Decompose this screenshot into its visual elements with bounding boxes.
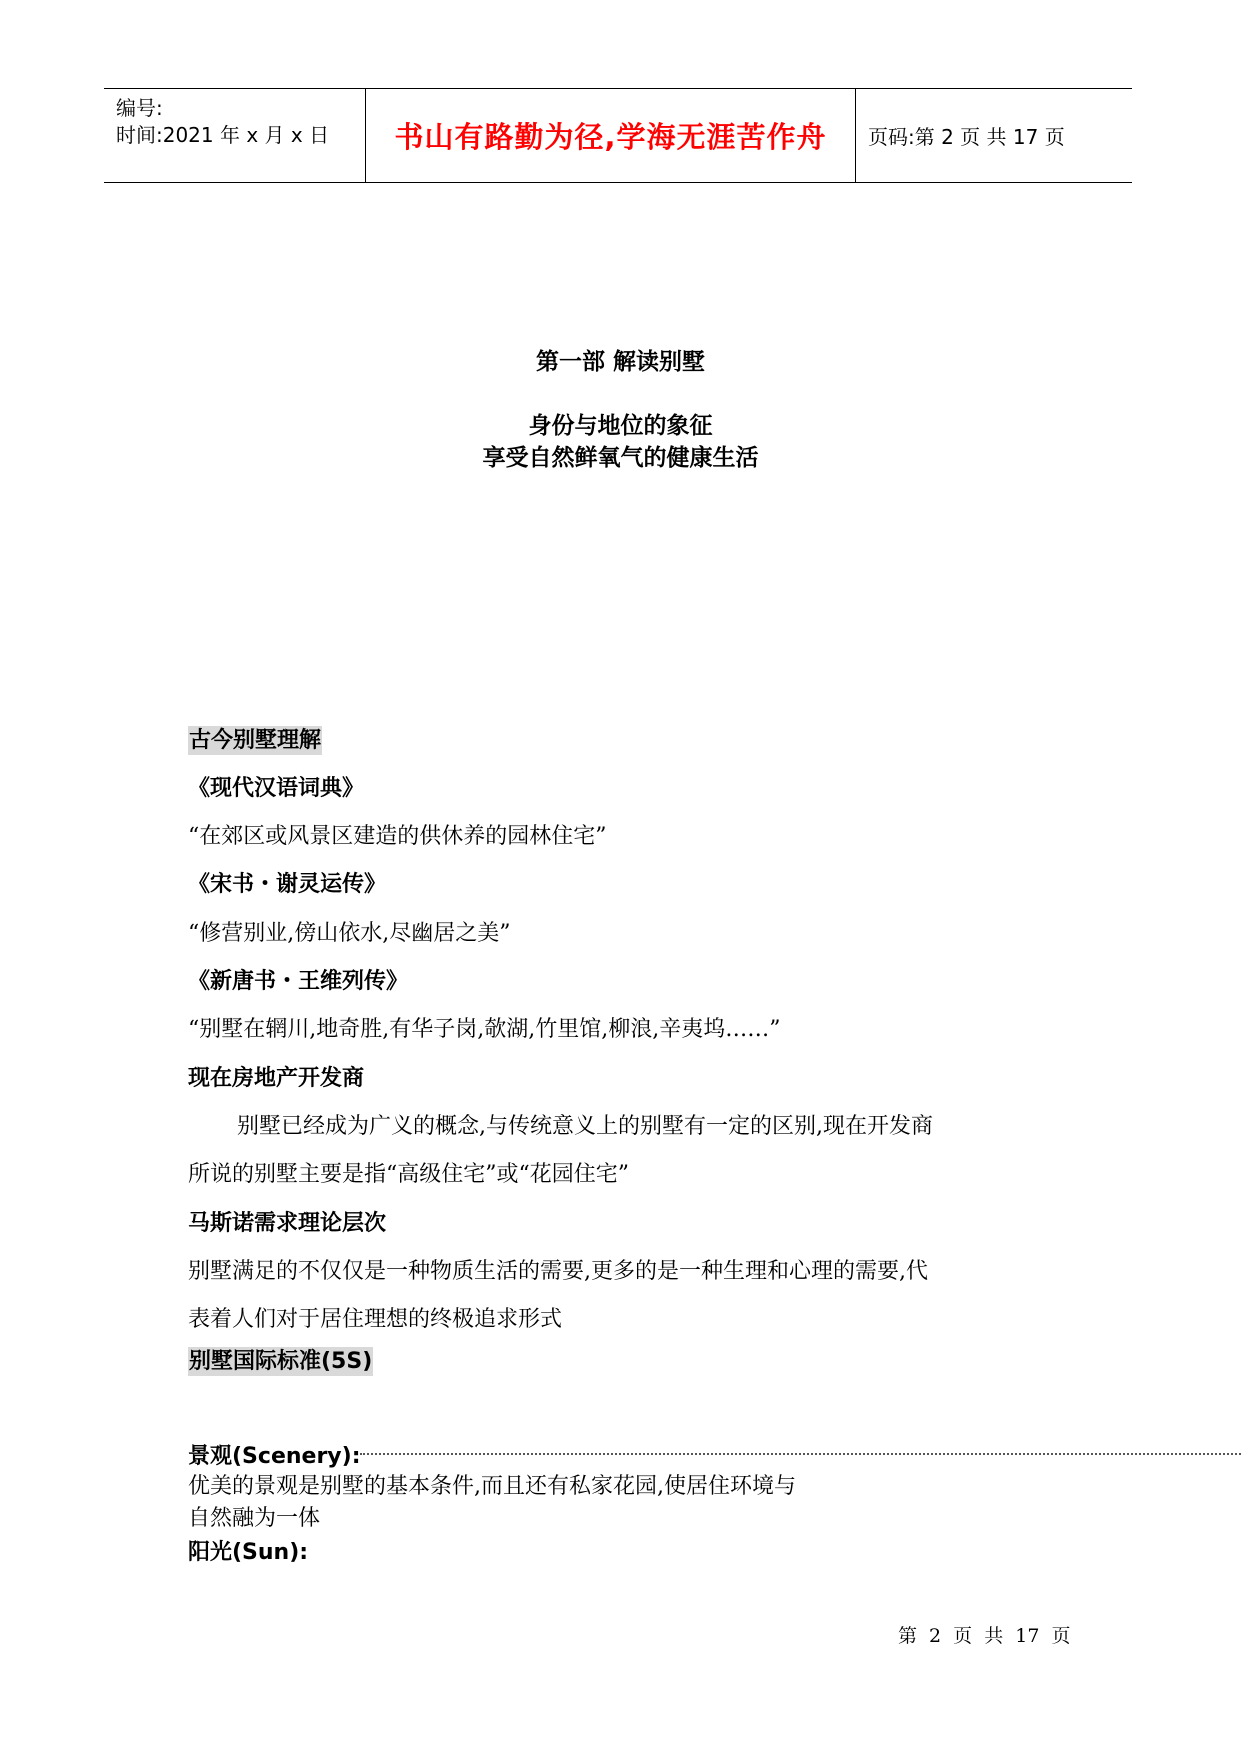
maslow-paragraph-line-1: 别墅满足的不仅仅是一种物质生活的需要,更多的是一种生理和心理的需要,代 <box>188 1259 928 1284</box>
section-heading-history: 古今别墅理解 <box>189 728 322 753</box>
source-quote-dictionary: “在郊区或风景区建造的供休养的园林住宅” <box>188 824 607 849</box>
subtitle-1: 身份与地位的象征 <box>528 413 713 439</box>
header-page-cell <box>856 89 1132 182</box>
header-motto-cell <box>366 89 856 182</box>
developer-paragraph-line-2: 所说的别墅主要是指“高级住宅”或“花园住宅” <box>188 1162 629 1187</box>
source-title-xintangshu: 《新唐书・王维列传》 <box>188 969 409 994</box>
standard-title-sun: 阳光(Sun): <box>188 1540 309 1565</box>
section-heading-developer: 现在房地产开发商 <box>188 1066 365 1091</box>
source-title-dictionary: 《现代汉语词典》 <box>188 776 365 801</box>
subtitle-2: 享受自然鲜氧气的健康生活 <box>482 445 759 471</box>
maslow-paragraph-line-2: 表着人们对于居住理想的终极追求形式 <box>188 1307 563 1332</box>
time-label: 时间:2021 年 x 月 x 日 <box>116 123 330 147</box>
header-info-cell <box>104 89 366 182</box>
scenery-line-2: 自然融为一体 <box>188 1506 321 1531</box>
motto-text: 书山有路勤为径,学海无涯苦作舟 <box>394 120 827 154</box>
header-table <box>104 88 1132 183</box>
scenery-line-1: 优美的景观是别墅的基本条件,而且还有私家花园,使居住环境与 <box>188 1474 796 1499</box>
source-title-songshu: 《宋书・谢灵运传》 <box>188 872 387 897</box>
page-code: 页码:第 2 页 共 17 页 <box>868 125 1065 149</box>
number-label: 编号: <box>116 96 163 120</box>
developer-paragraph-line-1: 别墅已经成为广义的概念,与传统意义上的别墅有一定的区别,现在开发商 <box>237 1114 933 1139</box>
page-footer: 第 2 页 共 17 页 <box>898 1625 1071 1647</box>
section-heading-maslow: 马斯诺需求理论层次 <box>188 1211 387 1236</box>
source-quote-songshu: “修营别业,傍山依水,尽幽居之美” <box>188 921 511 946</box>
dotted-leader <box>360 1453 1241 1455</box>
source-quote-xintangshu: “别墅在辋川,地奇胜,有华子岗,欹湖,竹里馆,柳浪,辛夷坞……” <box>188 1017 781 1042</box>
part-title: 第一部 解读别墅 <box>535 349 705 375</box>
standard-title-scenery: 景观(Scenery): <box>188 1444 361 1469</box>
section-heading-5s: 别墅国际标准(5S) <box>189 1349 373 1374</box>
